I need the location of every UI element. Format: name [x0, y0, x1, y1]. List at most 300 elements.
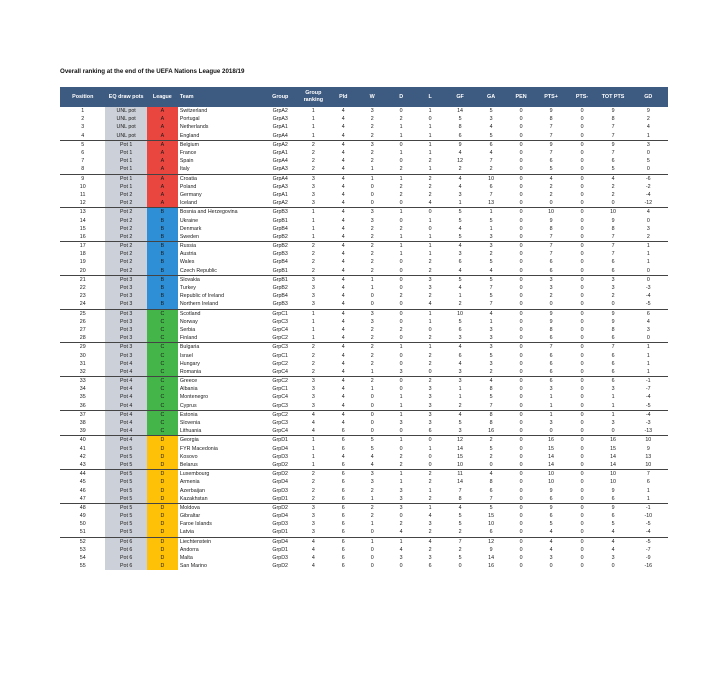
- cell-group-ranking: 3: [311, 521, 315, 528]
- cell-league: A: [147, 183, 178, 191]
- cell-pts-minus: 0: [567, 174, 598, 183]
- cell-pts-plus: 14: [548, 461, 554, 468]
- cell-l: 6: [428, 563, 432, 570]
- cell-l: 6: [428, 428, 432, 435]
- cell-pld: 4: [341, 217, 345, 224]
- cell-team: San Marino: [179, 563, 207, 570]
- cell-ga: 13: [488, 200, 495, 207]
- cell-pld: 6: [341, 563, 345, 570]
- cell-draw-pot: Pot 2: [105, 225, 146, 233]
- cell-group-ranking: 2: [311, 487, 315, 494]
- cell-d: 2: [399, 166, 403, 173]
- cell-gf: 2: [458, 301, 462, 308]
- cell-draw-pot: UNL pot: [105, 107, 146, 115]
- cell-pen: 0: [519, 453, 523, 460]
- cell-tot-pts: 7: [611, 132, 615, 139]
- cell-pld: 4: [341, 318, 345, 325]
- cell-gf: 6: [458, 326, 462, 333]
- cell-ga: 8: [476, 410, 507, 419]
- col-header-group: Group: [263, 87, 298, 107]
- cell-league: A: [147, 174, 178, 183]
- cell-d: 0: [399, 200, 403, 207]
- cell-pld: 4: [341, 402, 345, 409]
- cell-tot-pts: 10: [598, 470, 629, 479]
- ranking-table: [60, 87, 668, 570]
- table-row: [60, 267, 668, 276]
- cell-ga: 12: [476, 537, 507, 546]
- cell-pts-minus: 0: [580, 445, 584, 452]
- cell-group-ranking: 3: [298, 503, 329, 512]
- cell-d: 0: [399, 259, 403, 266]
- cell-pen: 0: [507, 410, 536, 419]
- cell-pts-plus: 1: [536, 410, 567, 419]
- cell-league: D: [147, 546, 178, 554]
- cell-pts-minus: 0: [580, 251, 584, 258]
- cell-w: 2: [370, 259, 374, 266]
- cell-pen: 0: [519, 318, 523, 325]
- cell-d: 0: [399, 285, 403, 292]
- cell-group-ranking: 3: [311, 200, 315, 207]
- cell-pen: 0: [519, 487, 523, 494]
- cell-draw-pot: UNL pot: [105, 132, 146, 141]
- cell-w: 4: [370, 453, 374, 460]
- cell-w: 0: [370, 428, 374, 435]
- cell-group: GrpB3: [272, 251, 288, 258]
- cell-pts-plus: 0: [549, 301, 553, 308]
- cell-position: 53: [79, 546, 86, 553]
- cell-w: 3: [358, 470, 387, 479]
- cell-pts-plus: 16: [536, 436, 567, 445]
- cell-tot-pts: 14: [610, 453, 617, 460]
- cell-l: 1: [416, 140, 445, 149]
- cell-draw-pot: Pot 5: [105, 461, 146, 470]
- cell-gd: -4: [645, 394, 651, 401]
- cell-w: 0: [370, 200, 374, 207]
- cell-ga: 6: [476, 140, 507, 149]
- cell-position: 25: [60, 309, 105, 318]
- cell-league: D: [147, 503, 178, 512]
- cell-pts-minus: 0: [567, 503, 598, 512]
- cell-pts-plus: 6: [549, 368, 553, 375]
- cell-group-ranking: 3: [311, 293, 315, 300]
- cell-pen: 0: [507, 174, 536, 183]
- cell-group: GrpD4: [263, 537, 298, 546]
- cell-draw-pot: Pot 4: [105, 419, 146, 427]
- cell-group-ranking: 2: [311, 267, 315, 274]
- cell-position: 15: [79, 225, 86, 232]
- cell-position: 16: [79, 233, 86, 240]
- cell-group: GrpB4: [272, 259, 288, 266]
- cell-gf: 12: [445, 436, 476, 445]
- col-header-d: D: [387, 87, 416, 107]
- cell-pts-plus: 15: [548, 445, 554, 452]
- cell-d: 0: [399, 563, 403, 570]
- cell-pts-minus: 0: [567, 470, 598, 479]
- cell-w: 1: [370, 285, 374, 292]
- cell-d: 1: [387, 537, 416, 546]
- table-row: [60, 410, 668, 419]
- cell-pts-plus: 3: [549, 420, 553, 427]
- cell-pen: 0: [519, 225, 523, 232]
- cell-gf: 3: [458, 368, 462, 375]
- cell-w: 5: [358, 436, 387, 445]
- header-row: [60, 87, 668, 107]
- cell-w: 1: [370, 495, 374, 502]
- cell-position: 5: [60, 140, 105, 149]
- cell-pts-plus: 6: [549, 360, 553, 367]
- cell-team: Romania: [179, 368, 202, 375]
- cell-pts-plus: 3: [549, 555, 553, 562]
- cell-pts-minus: 0: [580, 217, 584, 224]
- cell-draw-pot: Pot 3: [105, 300, 146, 309]
- cell-position: 8: [81, 166, 85, 173]
- cell-w: 3: [358, 309, 387, 318]
- cell-tot-pts: 2: [611, 183, 615, 190]
- cell-tot-pts: 10: [598, 208, 629, 217]
- cell-gd: 0: [646, 150, 650, 157]
- table-row: [60, 233, 668, 242]
- cell-w: 1: [370, 386, 374, 393]
- cell-gf: 3: [458, 251, 462, 258]
- col-header-w: W: [358, 87, 387, 107]
- cell-team: Estonia: [178, 410, 263, 419]
- cell-league: C: [147, 309, 178, 318]
- table-row: [60, 520, 668, 528]
- cell-gd: 0: [646, 217, 650, 224]
- cell-d: 0: [399, 360, 403, 367]
- cell-pts-plus: 6: [549, 495, 553, 502]
- cell-group-ranking: 3: [298, 174, 329, 183]
- cell-ga: 7: [489, 495, 493, 502]
- cell-group: GrpC4: [272, 428, 289, 435]
- cell-tot-pts: 16: [598, 436, 629, 445]
- cell-w: 5: [370, 445, 374, 452]
- cell-team: Russia: [178, 242, 263, 251]
- cell-group: GrpB4: [272, 293, 288, 300]
- cell-draw-pot: Pot 3: [105, 284, 146, 292]
- cell-pts-plus: 4: [536, 537, 567, 546]
- cell-draw-pot: Pot 1: [105, 183, 146, 191]
- cell-position: 44: [60, 470, 105, 479]
- cell-team: Malta: [179, 555, 193, 562]
- cell-pts-minus: 0: [580, 352, 584, 359]
- cell-gf: 11: [445, 470, 476, 479]
- cell-league: A: [147, 191, 178, 199]
- cell-draw-pot: Pot 6: [105, 537, 146, 546]
- cell-w: 2: [370, 225, 374, 232]
- cell-group-ranking: 1: [298, 309, 329, 318]
- cell-pen: 0: [519, 326, 523, 333]
- cell-w: 2: [358, 343, 387, 352]
- cell-pts-plus: 6: [549, 158, 553, 165]
- cell-league: C: [147, 360, 178, 368]
- cell-pts-plus: 6: [549, 267, 553, 274]
- cell-tot-pts: 6: [611, 368, 615, 375]
- cell-l: 0: [428, 453, 432, 460]
- cell-d: 2: [399, 225, 403, 232]
- cell-draw-pot: Pot 1: [105, 149, 146, 157]
- cell-tot-pts: 2: [611, 191, 615, 198]
- cell-ga: 7: [489, 285, 493, 292]
- cell-position: 39: [79, 428, 86, 435]
- cell-draw-pot: Pot 2: [105, 250, 146, 258]
- cell-pts-plus: 2: [549, 191, 553, 198]
- cell-pts-minus: 0: [580, 402, 584, 409]
- cell-draw-pot: Pot 5: [105, 478, 146, 486]
- cell-tot-pts: 6: [611, 335, 615, 342]
- cell-group-ranking: 2: [298, 343, 329, 352]
- cell-ga: 3: [489, 335, 493, 342]
- cell-pld: 4: [341, 368, 345, 375]
- table-row: [60, 191, 668, 199]
- cell-position: 51: [79, 529, 86, 536]
- cell-gd: -9: [645, 555, 651, 562]
- cell-group-ranking: 3: [311, 513, 315, 520]
- cell-league: B: [147, 258, 178, 266]
- cell-pts-plus: 10: [548, 479, 554, 486]
- cell-l: 1: [428, 445, 432, 452]
- cell-gd: -5: [645, 521, 651, 528]
- cell-team: England: [179, 132, 200, 139]
- cell-w: 0: [370, 394, 374, 401]
- cell-pts-plus: 5: [549, 166, 553, 173]
- cell-d: 1: [387, 174, 416, 183]
- cell-gf: 7: [445, 537, 476, 546]
- cell-position: 30: [79, 352, 86, 359]
- cell-team: FYR Macedonia: [179, 445, 218, 452]
- cell-tot-pts: 3: [611, 420, 615, 427]
- cell-w: 0: [370, 191, 374, 198]
- cell-ga: 5: [476, 503, 507, 512]
- cell-pen: 0: [507, 377, 536, 386]
- table-row: [60, 495, 668, 504]
- cell-group-ranking: 3: [311, 301, 315, 308]
- cell-tot-pts: 9: [611, 318, 615, 325]
- cell-w: 3: [370, 318, 374, 325]
- cell-league: B: [147, 300, 178, 309]
- cell-position: 27: [79, 326, 86, 333]
- cell-draw-pot: Pot 4: [105, 377, 146, 386]
- cell-draw-pot: Pot 3: [105, 318, 146, 326]
- cell-group-ranking: 2: [311, 360, 315, 367]
- cell-d: 2: [399, 183, 403, 190]
- cell-pld: 4: [329, 377, 358, 386]
- cell-group: GrpA4: [263, 174, 298, 183]
- cell-group: GrpB3: [263, 208, 298, 217]
- cell-gd: 6: [646, 479, 650, 486]
- cell-team: Bosnia and Herzegovina: [178, 208, 263, 217]
- cell-league: C: [147, 402, 178, 411]
- cell-position: 38: [79, 420, 86, 427]
- cell-team: Slovenia: [179, 420, 201, 427]
- cell-tot-pts: 4: [611, 546, 615, 553]
- cell-tot-pts: 0: [611, 200, 615, 207]
- cell-position: 22: [79, 285, 86, 292]
- cell-pts-minus: 0: [580, 132, 584, 139]
- cell-group-ranking: 3: [311, 183, 315, 190]
- cell-team: Finland: [179, 335, 198, 342]
- cell-pen: 0: [519, 285, 523, 292]
- cell-gf: 4: [458, 183, 462, 190]
- cell-draw-pot: Pot 3: [105, 351, 146, 359]
- cell-ga: 5: [489, 445, 493, 452]
- table-row: [60, 174, 668, 183]
- cell-gf: 2: [458, 166, 462, 173]
- cell-tot-pts: 9: [598, 503, 629, 512]
- cell-d: 1: [399, 124, 403, 131]
- cell-pld: 4: [329, 242, 358, 251]
- cell-tot-pts: 2: [611, 293, 615, 300]
- cell-d: 0: [399, 352, 403, 359]
- cell-w: 2: [370, 158, 374, 165]
- cell-tot-pts: 4: [598, 174, 629, 183]
- cell-w: 3: [370, 217, 374, 224]
- cell-team: Croatia: [178, 174, 263, 183]
- cell-d: 3: [399, 555, 403, 562]
- cell-pts-minus: 0: [580, 166, 584, 173]
- cell-gd: 2: [646, 233, 650, 240]
- cell-d: 3: [399, 495, 403, 502]
- cell-pts-minus: 0: [580, 555, 584, 562]
- cell-l: 2: [428, 191, 432, 198]
- cell-pld: 4: [341, 233, 345, 240]
- cell-draw-pot: Pot 4: [105, 436, 146, 445]
- cell-tot-pts: 5: [611, 166, 615, 173]
- cell-position: 52: [60, 537, 105, 546]
- cell-league: D: [147, 486, 178, 494]
- cell-pld: 4: [341, 259, 345, 266]
- table-row: [60, 419, 668, 427]
- cell-gf: 6: [458, 259, 462, 266]
- cell-league: C: [147, 351, 178, 359]
- cell-tot-pts: 6: [611, 495, 615, 502]
- cell-group-ranking: 2: [311, 368, 315, 375]
- cell-w: 2: [370, 513, 374, 520]
- cell-pen: 0: [519, 217, 523, 224]
- cell-position: 55: [79, 563, 86, 570]
- cell-team: Belgium: [178, 140, 263, 149]
- cell-w: 2: [370, 233, 374, 240]
- cell-l: 0: [428, 225, 432, 232]
- cell-group: GrpA3: [272, 183, 288, 190]
- table-row: [60, 334, 668, 343]
- cell-group: GrpC4: [272, 326, 289, 333]
- cell-gd: 1: [646, 495, 650, 502]
- cell-l: 2: [428, 546, 432, 553]
- table-row: [60, 318, 668, 326]
- cell-pld: 4: [341, 335, 345, 342]
- cell-tot-pts: 6: [611, 352, 615, 359]
- cell-pen: 0: [519, 301, 523, 308]
- cell-pts-minus: 0: [580, 116, 584, 123]
- cell-tot-pts: 7: [611, 124, 615, 131]
- cell-league: C: [147, 427, 178, 436]
- cell-position: 28: [79, 335, 86, 342]
- cell-l: 0: [416, 208, 445, 217]
- cell-l: 3: [428, 555, 432, 562]
- cell-pts-plus: 9: [549, 318, 553, 325]
- cell-pen: 0: [519, 259, 523, 266]
- cell-ga: 5: [489, 259, 493, 266]
- cell-gf: 5: [458, 513, 462, 520]
- table-row: [60, 461, 668, 470]
- cell-tot-pts: 7: [598, 343, 629, 352]
- cell-gd: 4: [646, 124, 650, 131]
- cell-pts-minus: 0: [580, 479, 584, 486]
- cell-group: GrpC2: [272, 360, 289, 367]
- cell-ga: 10: [488, 521, 495, 528]
- cell-pen: 0: [519, 386, 523, 393]
- cell-l: 1: [428, 150, 432, 157]
- cell-pts-plus: 4: [549, 529, 553, 536]
- cell-pts-plus: 1: [549, 394, 553, 401]
- cell-gd: -5: [645, 402, 651, 409]
- cell-league: D: [147, 478, 178, 486]
- cell-pts-minus: 0: [580, 225, 584, 232]
- cell-ga: 7: [489, 301, 493, 308]
- cell-group-ranking: 4: [298, 537, 329, 546]
- cell-ga: 3: [476, 242, 507, 251]
- cell-pld: 4: [341, 183, 345, 190]
- cell-l: 4: [428, 301, 432, 308]
- table-row: [60, 326, 668, 334]
- cell-league: A: [147, 132, 178, 141]
- cell-pen: 0: [507, 343, 536, 352]
- col-header-ga: GA: [476, 87, 507, 107]
- cell-l: 2: [428, 158, 432, 165]
- cell-pld: 6: [341, 428, 345, 435]
- cell-group-ranking: 4: [311, 428, 315, 435]
- cell-pen: 0: [507, 503, 536, 512]
- cell-ga: 4: [476, 309, 507, 318]
- cell-tot-pts: 6: [611, 158, 615, 165]
- cell-pld: 4: [341, 132, 345, 139]
- cell-draw-pot: Pot 5: [105, 528, 146, 537]
- cell-d: 0: [387, 275, 416, 284]
- cell-pld: 4: [341, 360, 345, 367]
- cell-pts-plus: 3: [549, 386, 553, 393]
- cell-w: 0: [370, 402, 374, 409]
- cell-gd: 1: [629, 343, 668, 352]
- cell-pen: 0: [519, 352, 523, 359]
- cell-d: 0: [399, 386, 403, 393]
- cell-ga: 16: [488, 428, 495, 435]
- cell-pld: 4: [341, 326, 345, 333]
- table-row: [60, 183, 668, 191]
- cell-tot-pts: 0: [611, 301, 615, 308]
- cell-pen: 0: [519, 563, 523, 570]
- cell-draw-pot: Pot 4: [105, 368, 146, 377]
- cell-pen: 0: [519, 546, 523, 553]
- cell-gf: 5: [458, 555, 462, 562]
- table-row: [60, 258, 668, 266]
- cell-team: Germany: [179, 191, 202, 198]
- cell-group: GrpD1: [272, 546, 289, 553]
- cell-ga: 10: [476, 174, 507, 183]
- cell-league: C: [147, 393, 178, 401]
- cell-draw-pot: Pot 5: [105, 486, 146, 494]
- cell-ga: 2: [489, 251, 493, 258]
- cell-team: Faroe Islands: [179, 521, 212, 528]
- cell-pts-plus: 9: [536, 309, 567, 318]
- cell-league: D: [147, 453, 178, 461]
- cell-ga: 6: [489, 529, 493, 536]
- cell-team: Italy: [179, 166, 190, 173]
- cell-l: 1: [428, 233, 432, 240]
- table-row: [60, 470, 668, 479]
- cell-pld: 4: [341, 200, 345, 207]
- cell-position: 19: [79, 259, 86, 266]
